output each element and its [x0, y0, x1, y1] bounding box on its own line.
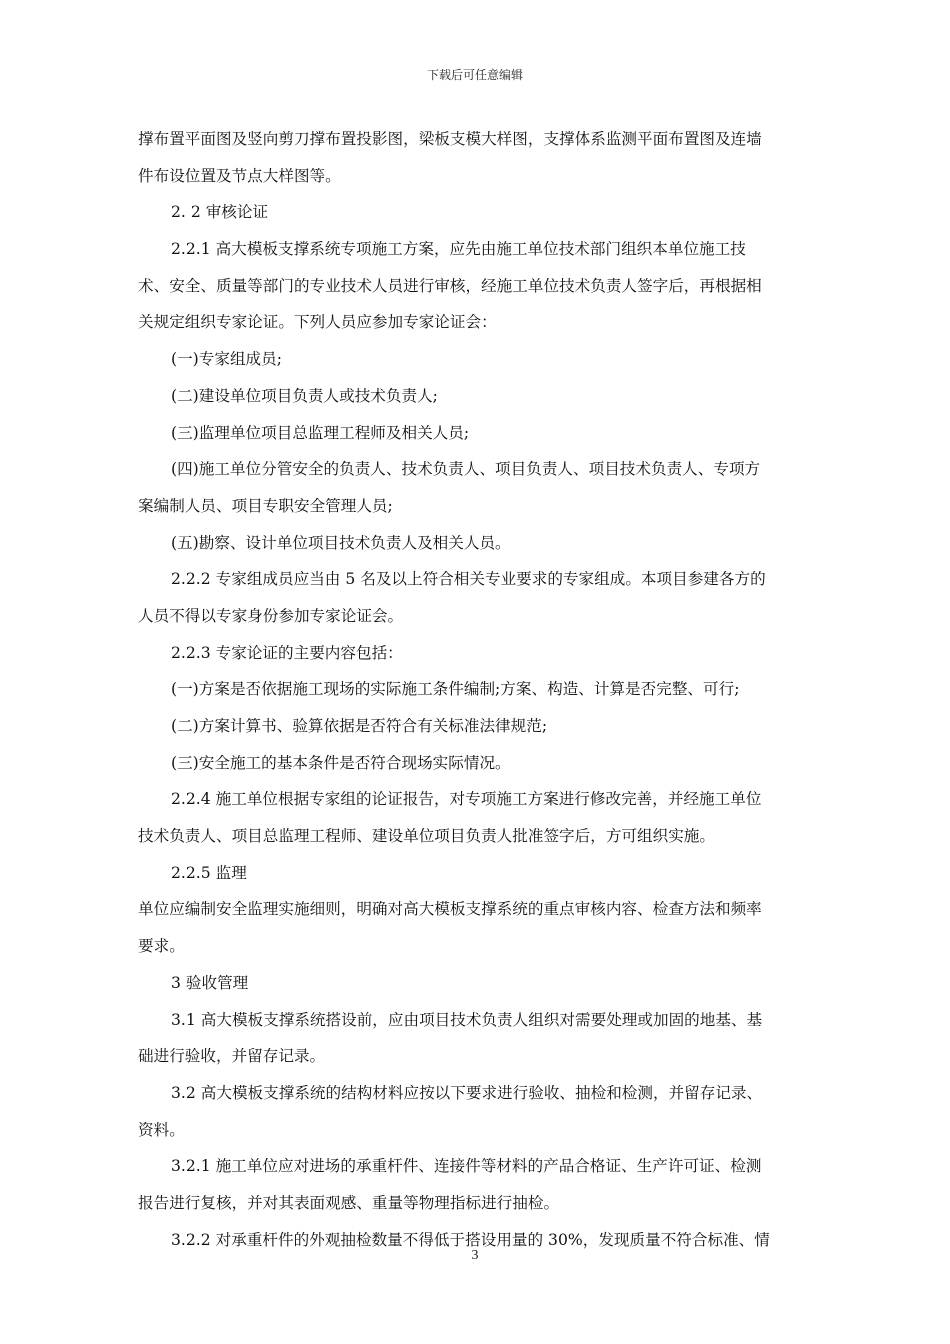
text-line: 案编制人员、项目专职安全管理人员;: [138, 496, 393, 515]
page-header: 下载后可任意编辑: [426, 68, 523, 82]
text-line: 2.2.5 监理: [171, 863, 247, 882]
text-line: 3.2.1 施工单位应对进场的承重杆件、连接件等材料的产品合格证、生产许可证、检测: [171, 1157, 762, 1176]
text-line: 关规定组织专家论证。下列人员应参加专家论证会：: [138, 313, 497, 332]
text-line: 资料。: [138, 1120, 185, 1139]
text-line: 2.2.2 专家组成员应当由 5 名及以上符合相关专业要求的专家组成。本项目参建各方的: [171, 570, 766, 589]
text-line: (二)建设单位项目负责人或技术负责人;: [171, 386, 438, 405]
text-line: 础进行验收，并留存记录。: [138, 1047, 326, 1066]
text-line: 人员不得以专家身份参加专家论证会。: [138, 606, 404, 625]
text-line: 2.2.3 专家论证的主要内容包括：: [171, 643, 403, 662]
document-body: [138, 121, 813, 1258]
text-line: 3.2 高大模板支撑系统的结构材料应按以下要求进行验收、抽检和检测，并留存记录、: [171, 1083, 763, 1102]
text-line: 技术负责人、项目总监理工程师、建设单位项目负责人批准签字后，方可组织实施。: [138, 827, 715, 846]
text-line: 3 验收管理: [171, 973, 249, 992]
text-line: 术、安全、质量等部门的专业技术人员进行审核，经施工单位技术负责人签字后，再根据相: [138, 276, 762, 295]
page-number: 3: [471, 1248, 479, 1263]
text-line: 2.2.4 施工单位根据专家组的论证报告，对专项施工方案进行修改完善，并经施工单位: [171, 790, 762, 809]
text-line: 2.2.1 高大模板支撑系统专项施工方案，应先由施工单位技术部门组织本单位施工技: [171, 240, 746, 259]
text-line: 件布设位置及节点大样图等。: [138, 166, 341, 185]
text-line: 2. 2 审核论证: [171, 203, 269, 222]
text-line: 3.2.2 对承重杆件的外观抽检数量不得低于搭设用量的 30%，发现质量不符合标准、情: [171, 1230, 770, 1249]
text-line: 撑布置平面图及竖向剪刀撑布置投影图，梁板支模大样图，支撑体系监测平面布置图及连墙: [138, 130, 762, 148]
text-line: 单位应编制安全监理实施细则，明确对高大模板支撑系统的重点审核内容、检查方法和频率: [138, 900, 762, 919]
text-line: 报告进行复核，并对其表面观感、重量等物理指标进行抽检。: [138, 1193, 560, 1212]
text-line: (三)监理单位项目总监理工程师及相关人员;: [171, 423, 470, 442]
text-line: (一)方案是否依据施工现场的实际施工条件编制;方案、构造、计算是否完整、可行;: [171, 680, 740, 699]
text-line: (五)勘察、设计单位项目技术负责人及相关人员。: [171, 533, 511, 552]
text-line: (三)安全施工的基本条件是否符合现场实际情况。: [171, 753, 511, 772]
text-line: (二)方案计算书、验算依据是否符合有关标准法律规范;: [171, 717, 548, 735]
text-line: 3.1 高大模板支撑系统搭设前，应由项目技术负责人组织对需要处理或加固的地基、基: [171, 1010, 763, 1029]
text-line: (一)专家组成员;: [171, 350, 282, 369]
text-line: (四)施工单位分管安全的负责人、技术负责人、项目负责人、项目技术负责人、专项方: [171, 460, 761, 479]
text-line: 要求。: [138, 937, 185, 956]
